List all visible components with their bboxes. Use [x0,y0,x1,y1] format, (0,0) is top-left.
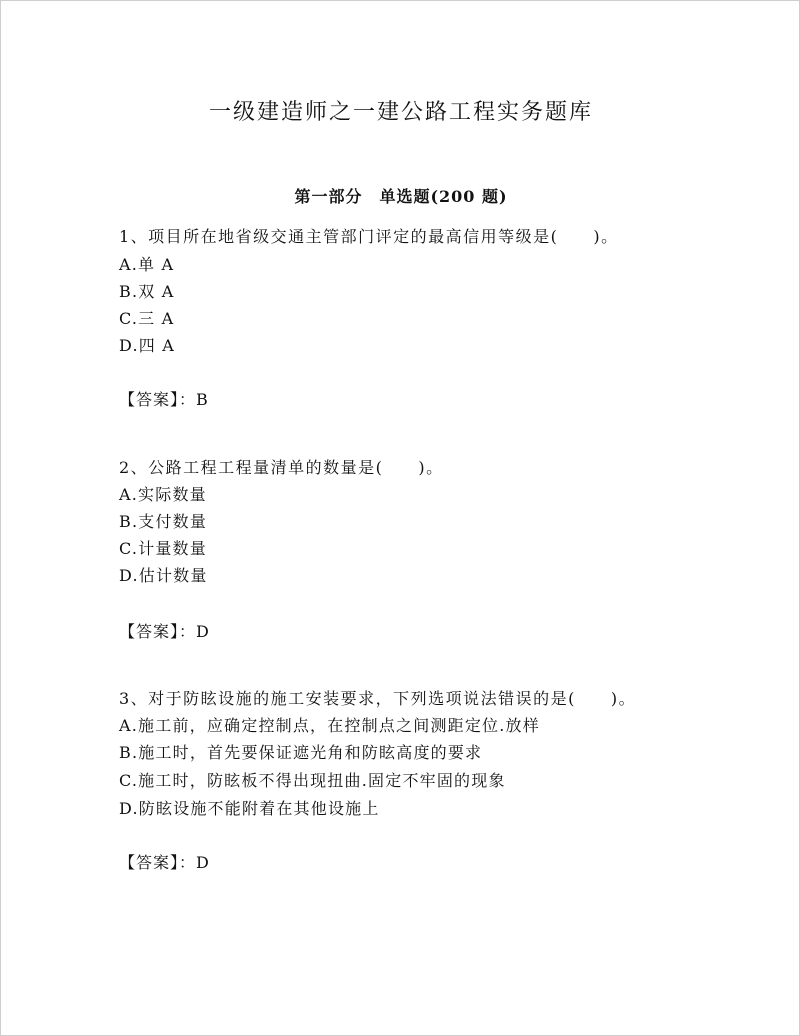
question-answer: 【答案】：D [119,622,210,641]
question-option: A.单 A [119,255,175,274]
question-option: C.施工时，防眩板不得出现扭曲.固定不牢固的现象 [119,771,506,790]
question-option: B.施工时，首先要保证遮光角和防眩高度的要求 [119,743,483,762]
question-option: C.计量数量 [119,539,207,558]
question-stem: 3、对于防眩设施的施工安装要求，下列选项说法错误的是( )。 [119,689,637,708]
question-option: B.支付数量 [119,512,208,531]
question-stem: 2、公路工程工程量清单的数量是( )。 [119,458,444,477]
question-option: C.三 A [119,309,175,328]
section-title: 第一部分 单选题(200 题) [294,187,508,206]
question-option: A.实际数量 [119,485,207,504]
question-option: D.防眩设施不能附着在其他设施上 [119,799,380,818]
question-option: A.施工前，应确定控制点，在控制点之间测距定位.放样 [119,716,540,735]
document-title: 一级建造师之一建公路工程实务题库 [208,100,593,125]
question-answer: 【答案】：B [119,390,209,409]
question-option: B.双 A [119,282,175,301]
question-answer: 【答案】：D [119,853,210,872]
question-option: D.估计数量 [119,566,208,585]
question-option: D.四 A [119,336,175,355]
question-stem: 1、项目所在地省级交通主管部门评定的最高信用等级是( )。 [119,227,619,246]
